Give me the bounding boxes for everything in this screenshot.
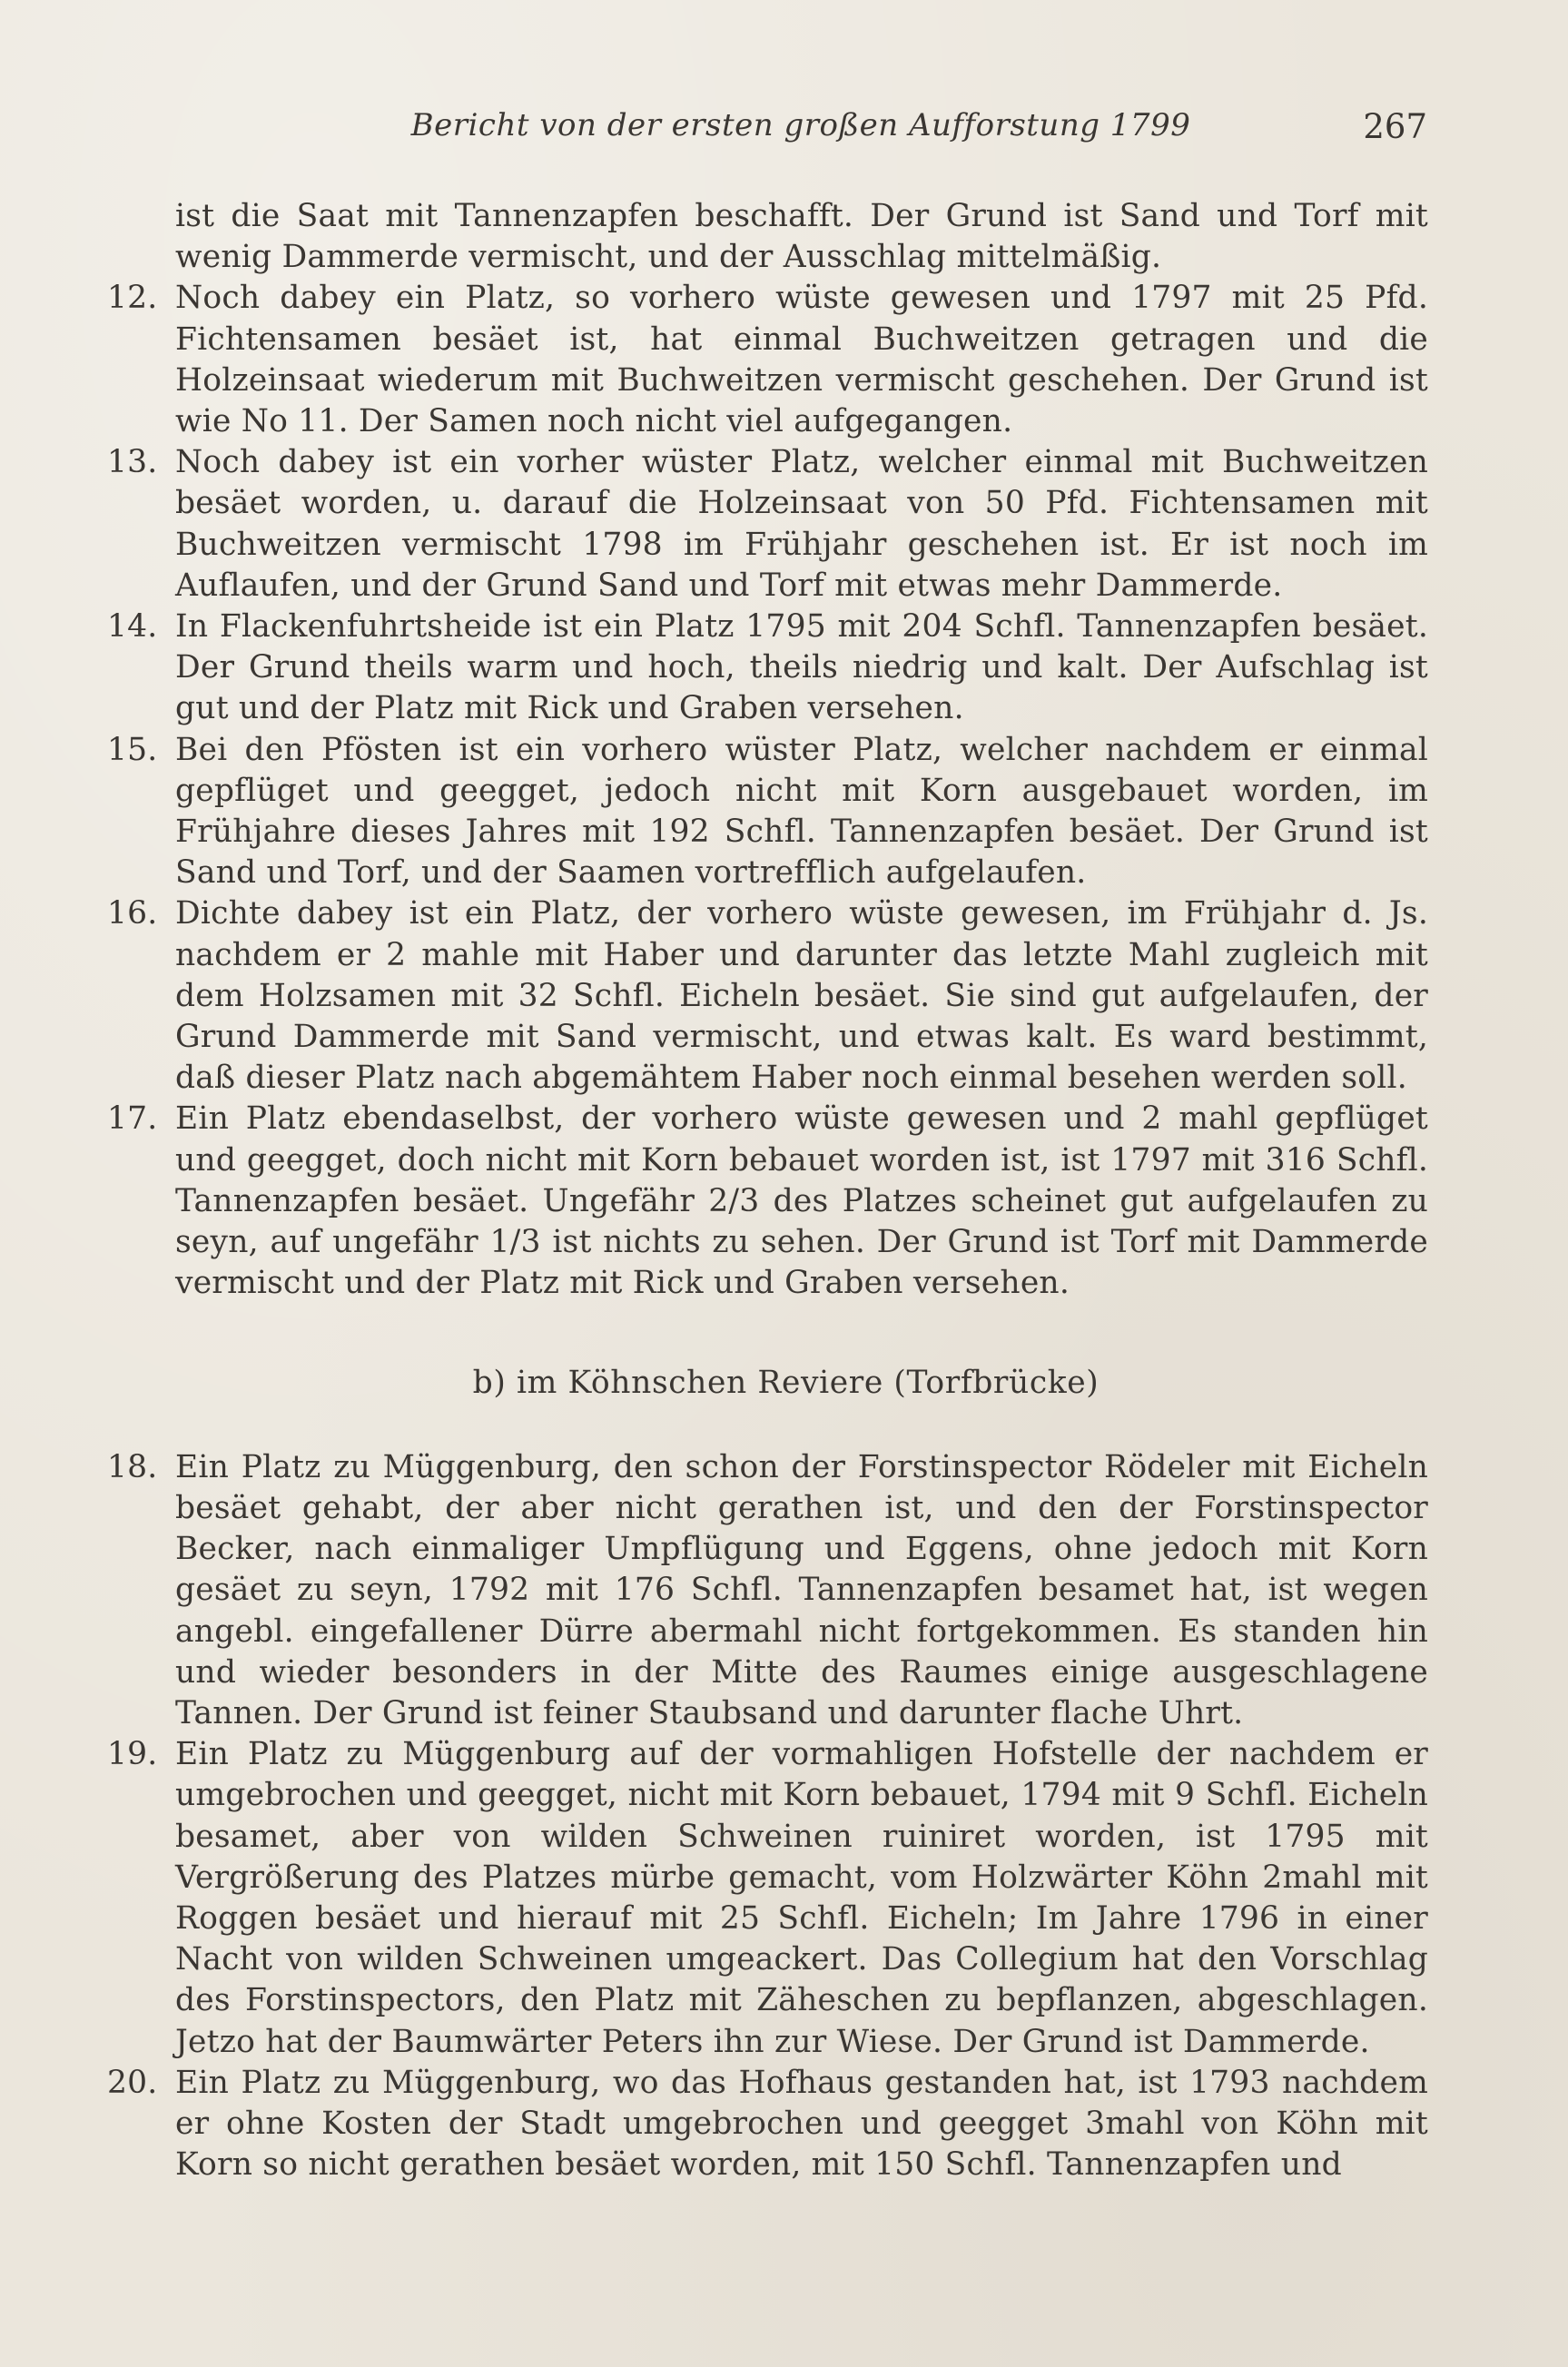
list-item [107, 442, 1428, 607]
entry-text: Ein Platz zu Müggenburg, den schon der Forstinspector Rödeler mit Eicheln besäet gehabt, der aber nicht gerathen ist, und den der Forstinspector Becker, nach einmaliger Umpflügung und Eggens, ohne jedoch mit Korn gesäet zu seyn, 1792 mit 176 Schfl. Tannenzapfen besamet hat, ist wegen angebl. eingefallener Dürre abermahl nicht fortgekommen. Es standen hin und wieder besonders in der Mitte des Raumes einige ausgeschlagene Tannen. Der Grund ist feiner Staubsand und darunter flache Uhrt. [175, 1448, 1428, 1731]
entry-text: Noch dabey ein Platz, so vorhero wüste gewesen und 1797 mit 25 Pfd. Fichtensamen besäet ist, hat einmal Buchweitzen getragen und die Holzeinsaat wiederum mit Buchweitzen vermischt geschehen. Der Grund ist wie No 11. Der Samen noch nicht viel aufgegangen. [175, 280, 1428, 440]
entry-number: 17. [107, 1100, 158, 1138]
entry-number: 16. [107, 895, 158, 932]
list-item [107, 278, 1428, 442]
entry-number: 18. [107, 1448, 158, 1485]
entry-text: Noch dabey ist ein vorher wüster Platz, welcher einmal mit Buchweitzen besäet worden, u. darauf die Holzeinsaat von 50 Pfd. Fichtensamen mit Buchweitzen vermischt 1798 im Frühjahr geschehen ist. Er ist noch im Auflaufen, und der Grund Sand und Torf mit etwas mehr Dammerde. [175, 444, 1428, 604]
continuation-paragraph: ist die Saat mit Tannenzapfen beschafft. Der Grund ist Sand und Torf mit wenig Dammerde vermischt, und der Ausschlag mittelmäßig. [175, 198, 1428, 276]
list-item [107, 2063, 1428, 2186]
entry-number: 12. [107, 280, 158, 317]
list-item [107, 893, 1428, 1099]
page-number: 267 [1363, 107, 1427, 146]
section-subheading: b) im Köhnschen Reviere (Torfbrücke) [472, 1365, 1100, 1402]
entry-text: Ein Platz zu Müggenburg, wo das Hofhaus gestanden hat, ist 1793 nachdem er ohne Kosten der Stadt umgebrochen und geegget 3mahl von Köhn mit Korn so nicht gerathen besäet worden, mit 150 Schfl. Tannenzapfen und [175, 2064, 1428, 2184]
list-item [107, 1099, 1428, 1304]
list-item [107, 1734, 1428, 2063]
body-text [107, 196, 1428, 2185]
entry-number: 15. [107, 731, 158, 768]
entry-text: In Flackenfuhrtsheide ist ein Platz 1795 mit 204 Schfl. Tannenzapfen besäet. Der Grund theils warm und hoch, theils niedrig und kalt. Der Aufschlag ist gut und der Platz mit Rick und Graben versehen. [175, 608, 1428, 727]
entry-text: Bei den Pfösten ist ein vorhero wüster Platz, welcher nachdem er einmal gepflüget und geegget, jedoch nicht mit Korn ausgebauet worden, im Frühjahre dieses Jahres mit 192 Schfl. Tannenzapfen besäet. Der Grund ist Sand und Torf, und der Saamen vortrefflich aufgelaufen. [175, 731, 1428, 892]
entry-number: 20. [107, 2064, 158, 2101]
entry-text: Ein Platz zu Müggenburg auf der vormahligen Hofstelle der nachdem er umgebrochen und geegget, nicht mit Korn bebauet, 1794 mit 9 Schfl. Eicheln besamet, aber von wilden Schweinen ruiniret worden, ist 1795 mit Vergrößerung des Platzes mürbe gemacht, vom Holzwärter Köhn 2mahl mit Roggen besäet und hierauf mit 25 Schfl. Eicheln; Im Jahre 1796 in einer Nacht von wilden Schweinen umgeackert. Das Collegium hat den Vorschlag des Forstinspectors, den Platz mit Zäheschen zu bepflanzen, abgeschlagen. Jetzo hat der Baumwärter Peters ihn zur Wiese. Der Grund ist Dammerde. [175, 1736, 1428, 2060]
list-item [107, 1447, 1428, 1734]
entry-number: 14. [107, 608, 158, 646]
entry-number: 19. [107, 1736, 158, 1773]
entry-text: Dichte dabey ist ein Platz, der vorhero wüste gewesen, im Frühjahr d. Js. nachdem er 2 mahle mit Haber und darunter das letzte Mahl zugleich mit dem Holzsamen mit 32 Schfl. Eicheln besäet. Sie sind gut aufgelaufen, der Grund Dammerde mit Sand vermischt, und etwas kalt. Es ward bestimmt, daß dieser Platz nach abgemähtem Haber noch einmal besehen werden soll. [175, 895, 1428, 1097]
entry-text: Ein Platz ebendaselbst, der vorhero wüste gewesen und 2 mahl gepflüget und geegget, doch nicht mit Korn bebauet worden ist, ist 1797 mit 316 Schfl. Tannenzapfen besäet. Ungefähr 2/3 des Platzes scheinet gut aufgelaufen zu seyn, auf ungefähr 1/3 ist nichts zu sehen. Der Grund ist Torf mit Dammerde vermischt und der Platz mit Rick und Graben versehen. [175, 1100, 1428, 1302]
list-item [107, 607, 1428, 730]
page-header [174, 107, 1427, 153]
running-head: Bericht von der ersten großen Aufforstung 1799 [410, 107, 1191, 143]
list-item [107, 730, 1428, 894]
entry-number: 13. [107, 444, 158, 481]
